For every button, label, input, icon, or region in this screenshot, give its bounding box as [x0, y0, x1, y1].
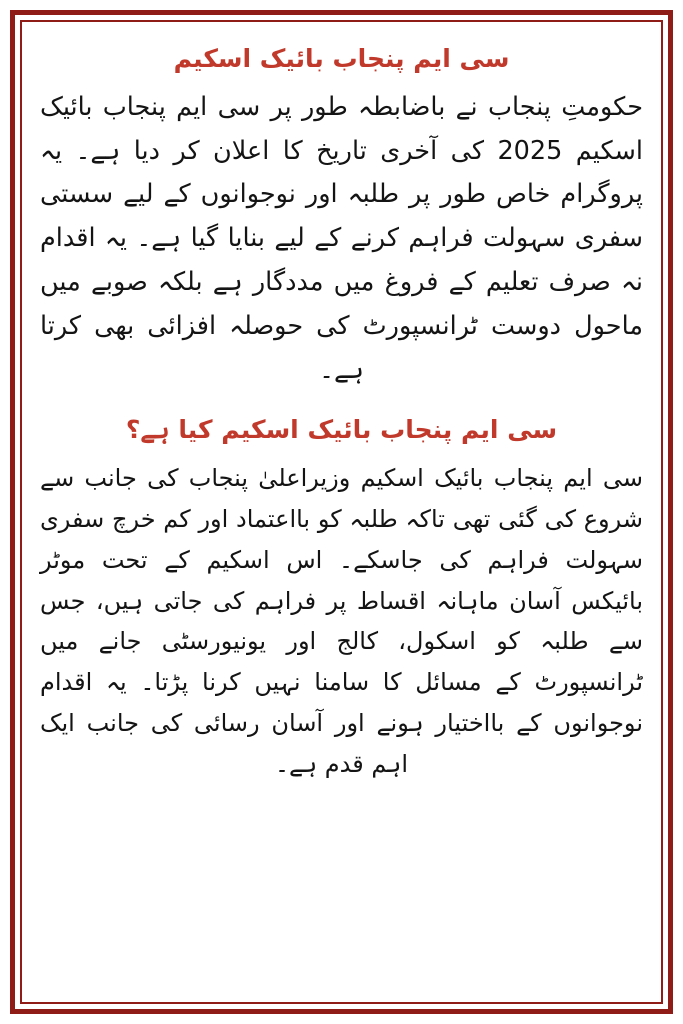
page-title: سی ایم پنجاب بائیک اسکیم	[173, 44, 510, 73]
decorative-inner-frame	[20, 20, 663, 1004]
paragraph-scheme-details: سی ایم پنجاب بائیک اسکیم وزیراعلیٰ پنجاب کی جانب سے شروع کی گئی تھی تاکہ طلبہ کو بااعتماد اور کم خرچ سفری سہولت فراہم کی جاسکے۔ اس اسکیم کے تحت موٹر بائیکس آسان ماہانہ اقساط پر فراہم کی جاتی ہیں، جس سے طلبہ کو اسکول، کالج اور یونیورسٹی جانے میں ٹرانسپورٹ کے مسائل کا سامنا نہیں کرنا پڑتا۔ یہ اقدام نوجوانوں کے بااختیار ہونے اور آسان رسائی کی جانب ایک اہم قدم ہے۔	[40, 464, 643, 778]
decorative-outer-frame	[10, 10, 673, 1014]
section-heading-what-is-scheme: سی ایم پنجاب بائیک اسکیم کیا ہے؟	[125, 414, 558, 444]
paragraph-intro: حکومتِ پنجاب نے باضابطہ طور پر سی ایم پنجاب بائیک اسکیم 2025 کی آخری تاریخ کا اعلان کر دیا ہے۔ یہ پروگرام خاص طور پر طلبہ اور نوجوانوں کے لیے سستی سفری سہولت فراہم کرنے کے لیے بنایا گیا ہے۔ یہ اقدام نہ صرف تعلیم کے فروغ میں مددگار ہے بلکہ صوبے میں ماحول دوست ٹرانسپورٹ کی حوصلہ افزائی بھی کرتا ہے۔	[40, 91, 643, 385]
